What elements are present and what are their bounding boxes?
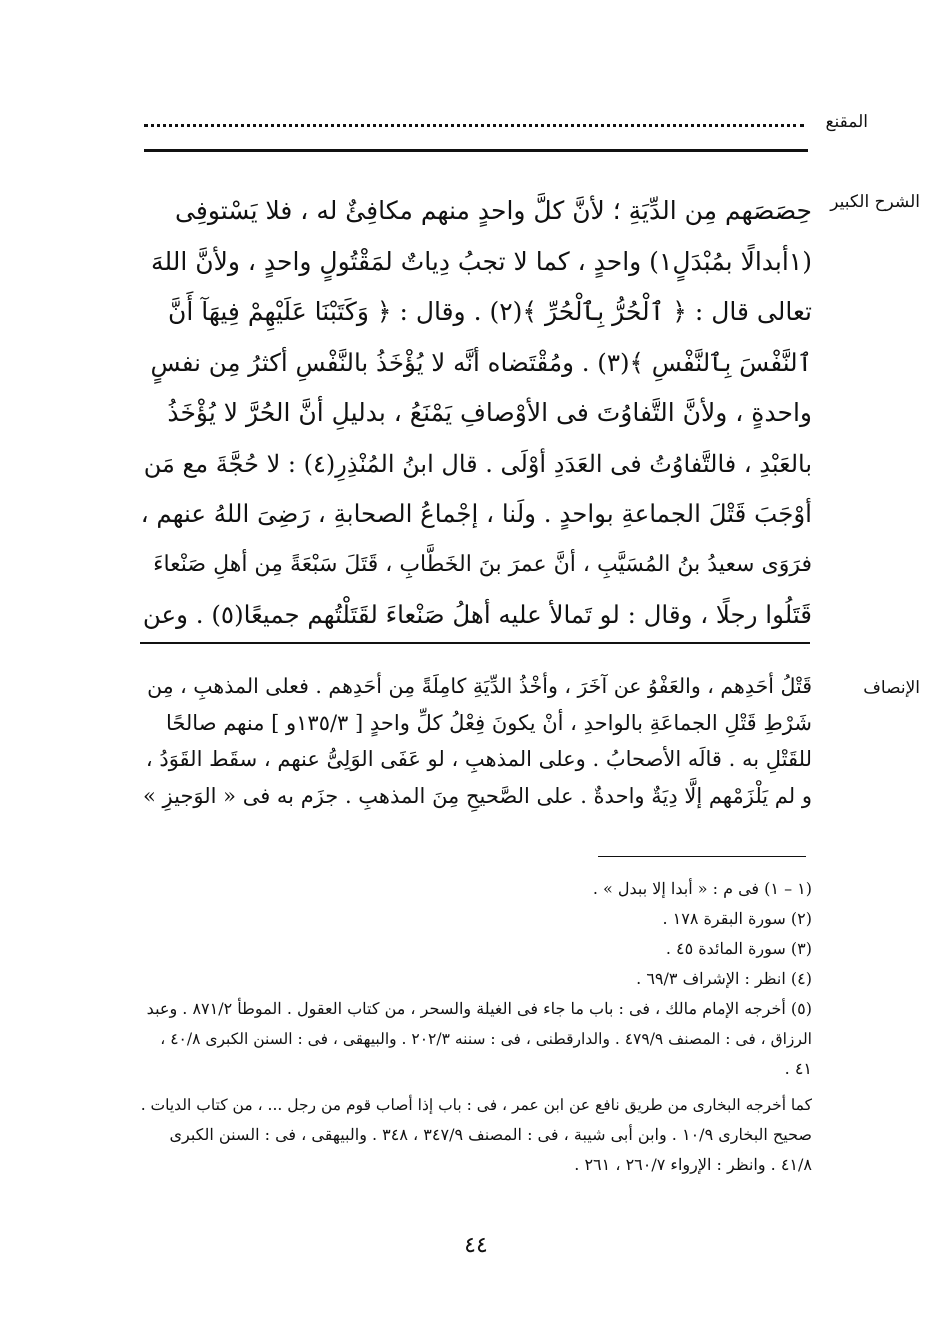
footnote: (٣) سورة المائدة ٤٥ . [665, 939, 812, 958]
sharh-line: قَتَلُوا رجلًا ، وقال : لو تَمالأ عليه أهلُ صَنْعاءَ لقَتَلْتُهم جميعًا(٥) . وعن [142, 600, 812, 629]
sharh-line: أوْجَبَ قَتْلَ الجماعةِ بواحدٍ . ولَنا ، إجْماعُ الصحابةِ ، رَضِىَ اللهُ عنهم ، [140, 499, 812, 528]
header-rule [144, 149, 808, 152]
insaf-line: قَتْلُ أحَدِهم ، والعَفْوُ عن آخَرَ ، وأخْذُ الدِّيَةِ كامِلَةً مِن أحَدِهم . فعلى المذهبِ ، مِن [147, 674, 812, 698]
footnote-divider [598, 856, 806, 857]
running-title: المقنع [825, 112, 868, 132]
sharh-line: فرَوَى سعيدُ بنُ المُسَيَّبِ ، أنَّ عمرَ بنَ الخَطَّابِ ، قَتَلَ سَبْعَةً مِن أهلِ صَنْعاءَ [153, 551, 812, 577]
section-divider [140, 642, 810, 644]
footnote: ٤١ . [784, 1059, 812, 1078]
sharh-line: (١أبدالًا بمُبْدَلٍ١) واحدٍ ، كما لا تجبُ دِياتٌ لمَقْتُولٍ واحدٍ ، ولأنَّ اللهَ [151, 246, 812, 276]
footnote: (٤) انظر : الإشراف ٦٩/٣ . [636, 969, 812, 988]
footnote: (٢) سورة البقرة ١٧٨ . [662, 909, 812, 928]
footnotes [140, 874, 812, 1180]
sharh-label: الشرح الكبير [830, 192, 920, 212]
sharh-line: بالعَبْدِ ، فالتَّفاوُتُ فى العَدَدِ أوْلَى . قال ابنُ المُنْذِرِ(٤) : لا حُجَّةَ مع مَن [143, 449, 812, 478]
sharh-line: تعالى قال : ﴿ ٱلْحُرُّ بِٱلْحُرِّ ﴾(٢) . وقال : ﴿ وَكَتَبْنَا عَلَيْهِمْ فِيهَآ أَنَّ [168, 297, 812, 326]
footnote: صحيح البخارى ١٠/٩ . وابن أبى شيبة ، فى : المصنف ٣٤٧/٩ ، ٣٤٨ . والبيهقى ، فى : السنن الكبرى [169, 1125, 812, 1144]
insaf-text [140, 668, 812, 814]
insaf-line: شَرْطِ قَتْلِ الجماعَةِ بالواحدِ ، أنْ يكونَ فِعْلُ كلِّ واحدٍ [ ١٣٥/٣و ] منهم صالحًا [165, 710, 812, 735]
insaf-line: و لم يَلْزَمْهم إلَّا دِيَةٌ واحدةٌ . على الصَّحيحِ مِنَ المذهبِ . جزَم به فى « الوَجيزِ » [143, 783, 812, 808]
sharh-text [140, 186, 812, 641]
insaf-label: الإنصاف [863, 678, 920, 698]
sharh-line: واحدةٍ ، ولأنَّ التَّفاوُتَ فى الأوْصافِ يَمْنَعُ ، بدليلِ أنَّ الحُرَّ لا يُؤْخَذُ [167, 398, 812, 427]
footnote: (٥) أخرجه الإمام مالك ، فى : باب ما جاء فى الغيلة والسحر ، من كتاب العقول . الموطأ ٨٧١/٢ . وعبد [146, 999, 812, 1018]
insaf-line: للقَتْلِ به . قالَه الأصحابُ . وعلى المذهبِ ، لو عَفَى الوَلِىُّ عنهم ، سقَط القَوَدُ ، [145, 747, 812, 771]
page-number: ٤٤ [464, 1233, 488, 1258]
footnote: (١ – ١) فى م : « أبدا إلا ببدل » . [592, 879, 812, 898]
footnote: الرزاق ، فى : المصنف ٤٧٩/٩ . والدارقطنى ، فى : سننه ٢٠٢/٣ . والبيهقى ، فى : السنن الكبرى ٤٠/٨ ، [160, 1030, 812, 1048]
footnote: كما أخرجه البخارى من طريق نافع عن ابن عمر ، فى : باب إذا أصاب قوم من رجل ... ، من كتاب الديات . [140, 1096, 812, 1114]
sharh-line: حِصَصَهم مِن الدِّيَةِ ؛ لأنَّ كلَّ واحدٍ منهم مكافِئٌ له ، فلا يَسْتوفِى [175, 196, 812, 225]
footnote: ٤١/٨ . وانظر : الإرواء ٢٦٠/٧ ، ٢٦١ . [574, 1155, 812, 1174]
dotted-divider [144, 124, 804, 127]
sharh-line: ٱلنَّفْسَ بِٱلنَّفْسِ ﴾(٣) . ومُقْتَضاه أنَّه لا يُؤْخَذُ بالنَّفْسِ أكثرُ مِن نفسٍ [150, 347, 812, 377]
